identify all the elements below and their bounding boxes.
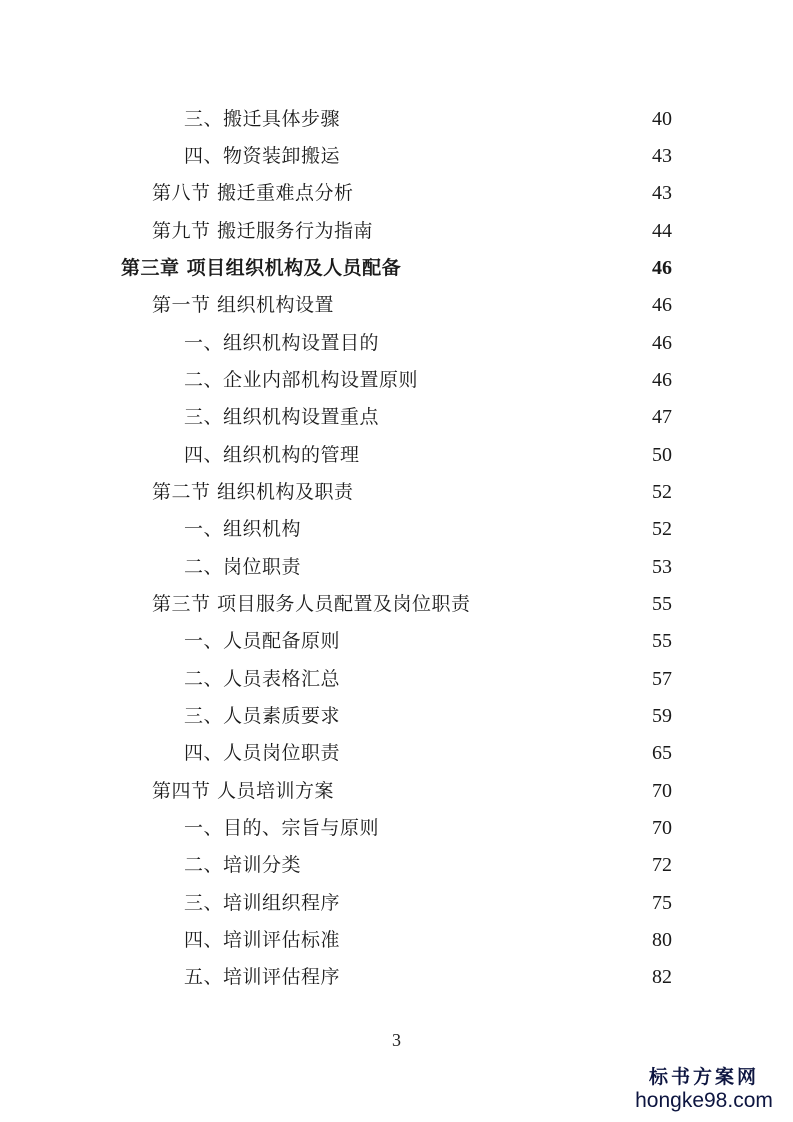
toc-entry[interactable]	[184, 888, 672, 918]
toc-entry-page: 46	[652, 257, 672, 279]
toc-entry[interactable]	[184, 813, 672, 843]
toc-entry-page: 75	[652, 892, 672, 914]
toc-entry-title: 三、人员素质要求	[184, 705, 341, 727]
toc-entry-title: 四、物资装卸搬运	[184, 145, 341, 167]
toc-entry-page: 55	[652, 593, 672, 615]
toc-entry-title: 第三章 项目组织机构及人员配备	[121, 257, 402, 279]
toc-entry-page: 82	[652, 966, 672, 988]
toc-entry[interactable]	[152, 178, 672, 208]
toc-leader-dots	[344, 701, 642, 731]
toc-entry-title: 二、岗位职责	[184, 556, 302, 578]
toc-leader-dots	[344, 141, 642, 171]
toc-entry-page: 52	[652, 481, 672, 503]
toc-entry[interactable]	[152, 216, 672, 246]
toc-entry-page: 43	[652, 145, 672, 167]
toc-entry[interactable]	[152, 290, 672, 320]
toc-entry[interactable]	[152, 477, 672, 507]
toc-entry-title: 第九节 搬迁服务行为指南	[152, 220, 374, 242]
toc-entry-page: 59	[652, 705, 672, 727]
toc-entry[interactable]	[184, 141, 672, 171]
toc-entry-page: 47	[652, 406, 672, 428]
toc-entry-page: 65	[652, 742, 672, 764]
toc-entry[interactable]	[184, 402, 672, 432]
watermark-site-name: 标书方案网	[648, 1066, 759, 1088]
toc-entry-title: 四、培训评估标准	[184, 929, 341, 951]
watermark-domain: hongke98.com	[635, 1089, 773, 1112]
toc-leader-dots	[344, 925, 642, 955]
toc-leader-dots	[358, 178, 642, 208]
toc-entry-page: 50	[652, 444, 672, 466]
toc-entry-page: 55	[652, 630, 672, 652]
toc-leader-dots	[344, 104, 642, 134]
toc-entry-page: 43	[652, 182, 672, 204]
toc-leader-dots	[305, 514, 642, 544]
toc-entry[interactable]	[184, 104, 672, 134]
toc-leader-dots	[338, 290, 642, 320]
toc-entry-title: 第四节 人员培训方案	[152, 780, 335, 802]
toc-entry-title: 四、人员岗位职责	[184, 742, 341, 764]
toc-leader-dots	[344, 664, 642, 694]
toc-entry-title: 三、培训组织程序	[184, 892, 341, 914]
toc-leader-dots	[422, 365, 642, 395]
toc-entry-title: 二、企业内部机构设置原则	[184, 369, 419, 391]
toc-entry-page: 57	[652, 668, 672, 690]
toc-entry-page: 46	[652, 369, 672, 391]
toc-entry-title: 二、人员表格汇总	[184, 668, 341, 690]
toc-leader-dots	[383, 402, 642, 432]
toc-entry-title: 第三节 项目服务人员配置及岗位职责	[152, 593, 471, 615]
toc-entry-page: 52	[652, 518, 672, 540]
toc-entry[interactable]	[184, 365, 672, 395]
toc-entry[interactable]	[184, 552, 672, 582]
toc-entry-title: 第一节 组织机构设置	[152, 294, 335, 316]
toc-entry[interactable]	[184, 962, 672, 992]
toc-leader-dots	[364, 440, 642, 470]
toc-leader-dots	[383, 328, 642, 358]
toc-leader-dots	[305, 552, 642, 582]
toc-leader-dots	[344, 888, 642, 918]
toc-entry[interactable]	[184, 701, 672, 731]
toc-entry-page: 70	[652, 780, 672, 802]
toc-entry[interactable]	[152, 589, 672, 619]
toc-entry[interactable]	[184, 514, 672, 544]
toc-entry-title: 二、培训分类	[184, 854, 302, 876]
toc-leader-dots	[475, 589, 642, 619]
toc-entry-title: 一、组织机构	[184, 518, 302, 540]
toc-chapter-entry[interactable]	[121, 253, 672, 283]
toc-entry-page: 80	[652, 929, 672, 951]
toc-leader-dots	[377, 216, 642, 246]
toc-entry-title: 一、目的、宗旨与原则	[184, 817, 380, 839]
toc-entry-title: 五、培训评估程序	[184, 966, 341, 988]
toc-entry[interactable]	[184, 328, 672, 358]
toc-leader-dots	[305, 850, 642, 880]
toc-entry[interactable]	[184, 850, 672, 880]
toc-entry[interactable]	[184, 738, 672, 768]
toc-entry-page: 72	[652, 854, 672, 876]
toc-entry[interactable]	[152, 776, 672, 806]
toc-entry-page: 53	[652, 556, 672, 578]
toc-entry-page: 46	[652, 294, 672, 316]
toc-entry-page: 46	[652, 332, 672, 354]
toc-leader-dots	[344, 626, 642, 656]
toc-entry[interactable]	[184, 664, 672, 694]
toc-entry-title: 一、人员配备原则	[184, 630, 341, 652]
toc-leader-dots	[338, 776, 642, 806]
toc-leader-dots	[383, 813, 642, 843]
toc-leader-dots	[405, 253, 642, 283]
toc-entry-page: 70	[652, 817, 672, 839]
toc-entry[interactable]	[184, 626, 672, 656]
toc-leader-dots	[358, 477, 642, 507]
toc-entry[interactable]	[184, 440, 672, 470]
toc-entry-title: 第八节 搬迁重难点分析	[152, 182, 354, 204]
toc-entry-title: 一、组织机构设置目的	[184, 332, 380, 354]
toc-leader-dots	[344, 738, 642, 768]
toc-entry[interactable]	[184, 925, 672, 955]
toc-entry-title: 三、搬迁具体步骤	[184, 108, 341, 130]
toc-entry-title: 三、组织机构设置重点	[184, 406, 380, 428]
toc-entry-page: 44	[652, 220, 672, 242]
site-watermark	[629, 1066, 779, 1114]
toc-entry-title: 四、组织机构的管理	[184, 444, 360, 466]
page-number: 3	[392, 1030, 401, 1050]
toc-entry-title: 第二节 组织机构及职责	[152, 481, 354, 503]
toc-entry-page: 40	[652, 108, 672, 130]
toc-leader-dots	[344, 962, 642, 992]
